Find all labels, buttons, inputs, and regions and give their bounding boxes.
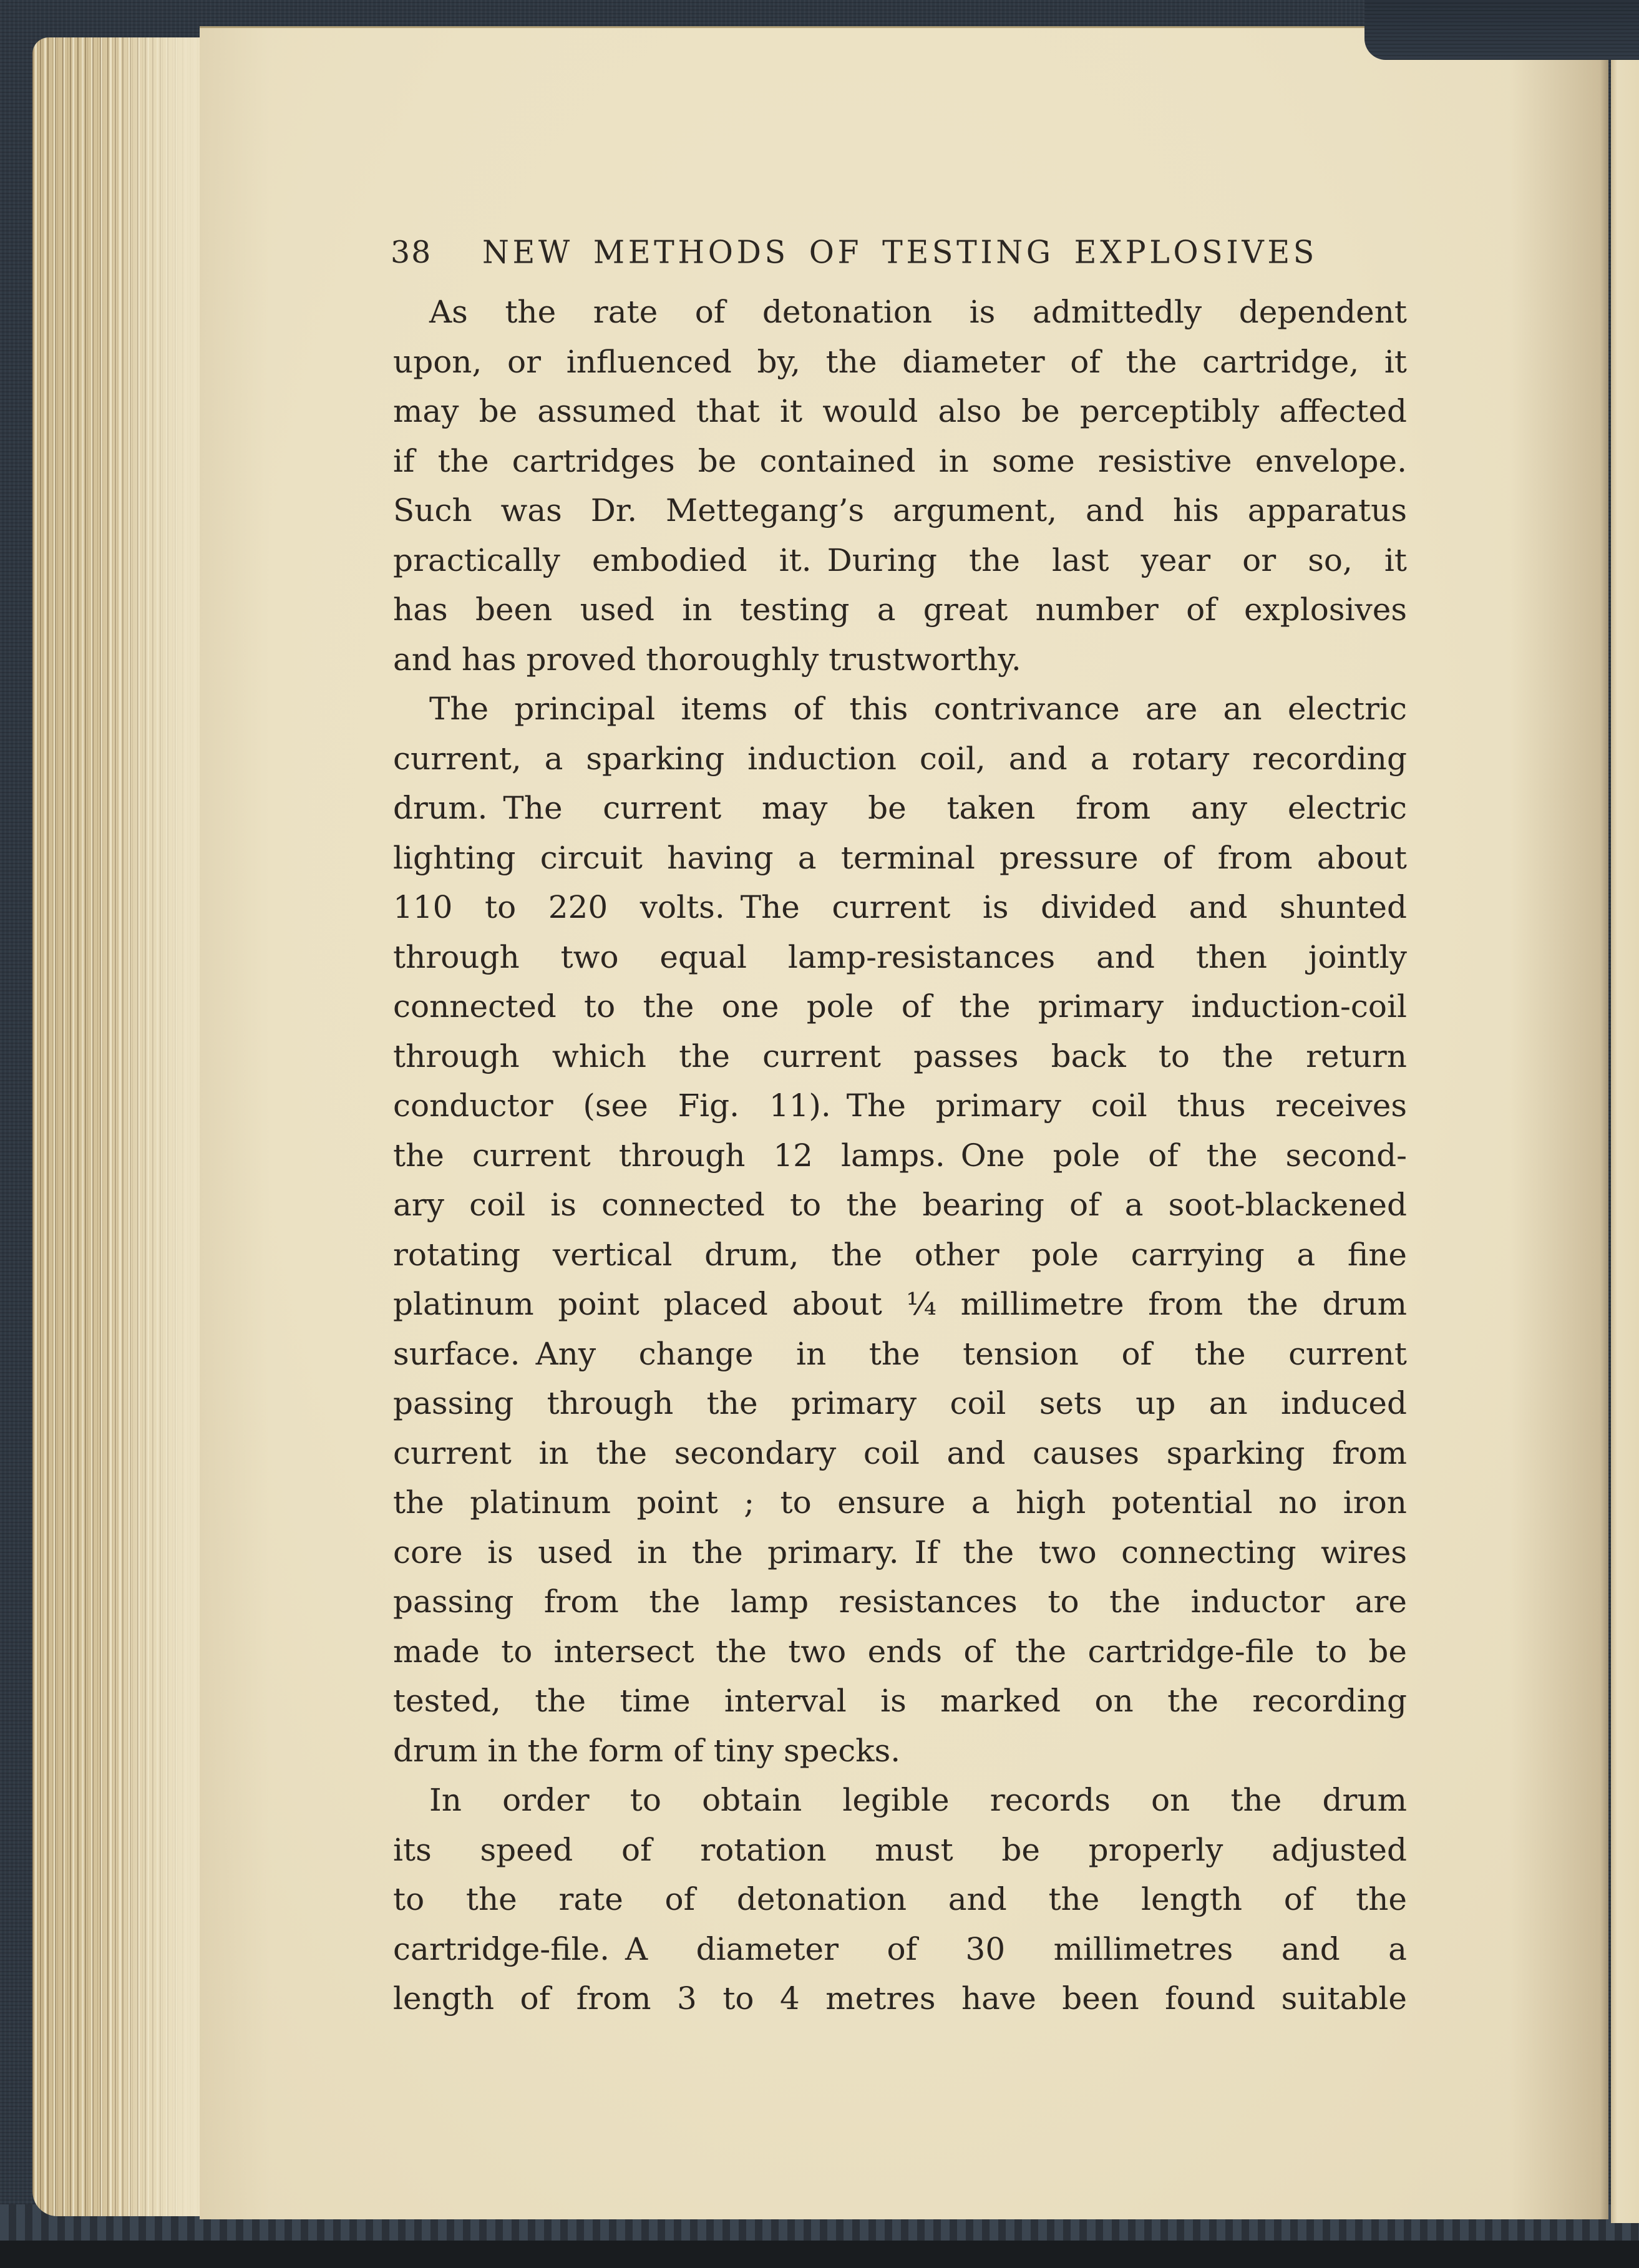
text-line: current in the secondary coil and causes sparking from [393,1434,1407,1471]
text-line: length of from 3 to 4 metres have been found suitable [393,1980,1407,2017]
text-line: upon, or influenced by, the diameter of the cartridge, it [393,343,1407,380]
page-content [200,28,1608,2024]
text-line: rotating vertical drum, the other pole carrying a fine [393,1236,1407,1273]
text-line: lighting circuit having a terminal pressure of from about [393,839,1407,876]
text-line: tested, the time interval is marked on the recording [393,1683,1407,1719]
text-line: the current through 12 lamps. One pole of the second- [393,1137,1407,1174]
text-line: the platinum point ; to ensure a high potential no iron [393,1484,1407,1521]
text-line: through which the current passes back to the return [393,1038,1407,1074]
book-page [200,26,1608,2219]
page-edge-stack [32,37,220,2216]
text-line: As the rate of detonation is admittedly dependent [429,294,1407,330]
text-line: 110 to 220 volts. The current is divided and shunted [393,889,1407,925]
text-line: drum in the form of tiny specks. [393,1732,901,1769]
adjacent-page-edge [1611,59,1639,2223]
text-line: practically embodied it. During the last year or so, it [393,542,1407,578]
text-line: current, a sparking induction coil, and a rotary recording [393,740,1407,777]
text-line: The principal items of this contrivance are an electric [429,691,1407,727]
book-cover-top-right [1364,0,1639,60]
text-line: may be assumed that it would also be perceptibly affected [393,393,1407,429]
page-number: 38 [391,235,432,270]
text-line: platinum point placed about ¼ millimetre from the drum [393,1286,1407,1322]
text-line: drum. The current may be taken from any electric [393,790,1407,826]
text-line: core is used in the primary. If the two connecting wires [393,1534,1407,1570]
text-line: its speed of rotation must be properly adjusted [393,1831,1407,1868]
text-line: and has proved thoroughly trustworthy. [393,641,1021,678]
book-cover-bottom-edge [0,2241,1639,2268]
text-line: connected to the one pole of the primary induction-coil [393,988,1407,1024]
running-head [393,234,1407,271]
text-line: In order to obtain legible records on the drum [429,1782,1407,1818]
text-line: surface. Any change in the tension of the current [393,1335,1407,1372]
text-line: made to intersect the two ends of the cartridge-file to be [393,1633,1407,1670]
text-line: if the cartridges be contained in some resistive envelope. [393,442,1407,479]
text-line: has been used in testing a great number of explosives [393,591,1407,628]
text-line: conductor (see Fig. 11). The primary coil thus receives [393,1088,1407,1124]
running-title: NEW METHODS OF TESTING EXPLOSIVES [482,233,1318,271]
text-line: Such was Dr. Mettegang’s argument, and his apparatus [393,492,1407,528]
text-line: to the rate of detonation and the length of the [393,1881,1407,1917]
text-line: cartridge-file. A diameter of 30 millimetres and a [393,1930,1407,1967]
text-block [393,288,1407,2024]
text-line: passing through the primary coil sets up an induced [393,1385,1407,1421]
text-line: ary coil is connected to the bearing of a soot-blackened [393,1187,1407,1223]
text-line: through two equal lamp-resistances and then jointly [393,938,1407,975]
text-line: passing from the lamp resistances to the inductor are [393,1584,1407,1620]
